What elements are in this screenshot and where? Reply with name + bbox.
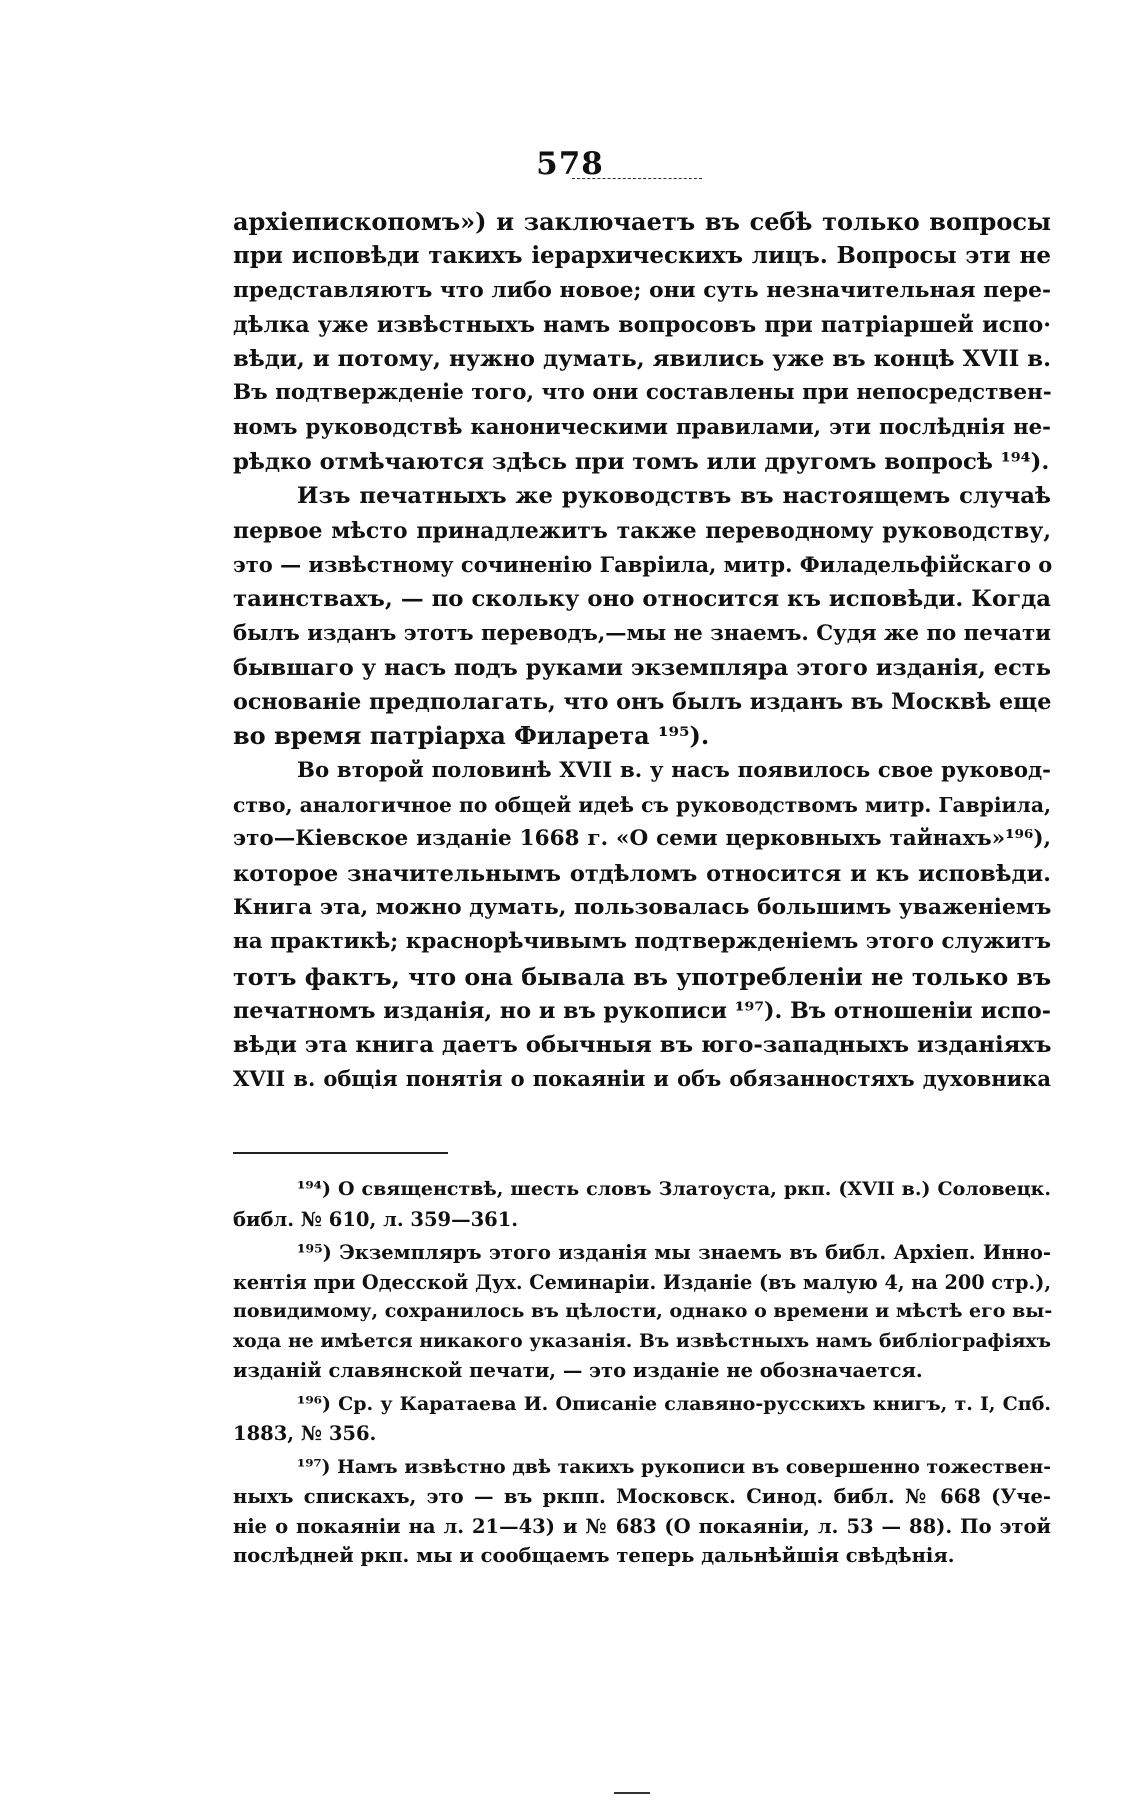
text-line: печатномъ изданія, но и въ рукописи ¹⁹⁷). Въ отношеніи испо-	[233, 997, 1051, 1024]
text-line: былъ изданъ этотъ переводъ,—мы не знаемъ. Судя же по печати	[233, 620, 1051, 646]
page-number: 578	[536, 146, 604, 182]
text-line: представляютъ что либо новое; они суть незначительная пере-	[233, 277, 1051, 303]
footnote-line: ¹⁹⁶) Ср. у Каратаева И. Описаніе славяно-русскихъ книгъ, т. I, Спб.	[297, 1392, 1051, 1415]
footnote-separator	[233, 1152, 448, 1154]
text-line: основаніе предполагать, что онъ былъ изданъ въ Москвѣ еще	[233, 689, 1052, 716]
text-line: на практикѣ; краснорѣчивымъ подтвержденіемъ этого служитъ	[233, 929, 1051, 955]
footnote-line: хода не имѣется никакого указанія. Въ извѣстныхъ намъ библіографіяхъ	[233, 1329, 1051, 1352]
footnote-194	[233, 1175, 1051, 1234]
text-line: Книга эта, можно думать, пользовалась большимъ уваженіемъ	[233, 894, 1052, 920]
footnote-197	[233, 1453, 1051, 1571]
footnote-line: послѣдней ркп. мы и сообщаемъ теперь дальнѣйшія свѣдѣнія.	[233, 1544, 955, 1567]
text-line: ство, аналогичное по общей идеѣ съ руководствомъ митр. Гавріила,	[233, 793, 1051, 818]
text-line: при исповѣди такихъ іерархическихъ лицъ. Вопросы эти не	[233, 242, 1051, 270]
text-line: Изъ печатныхъ же руководствъ въ настоящемъ случаѣ	[297, 483, 1051, 510]
text-line: архіепископомъ») и заключаетъ въ себѣ только вопросы	[233, 207, 1051, 236]
bottom-margin-mark	[614, 1792, 650, 1794]
paragraph-2	[233, 479, 1051, 753]
footnote-line: изданій славянской печати, — это изданіе не обозначается.	[233, 1359, 923, 1382]
footnote-196	[233, 1390, 1051, 1449]
text-line: таинствахъ, — по скольку оно относится къ исповѣди. Когда	[233, 586, 1051, 613]
text-line: XVII в. общія понятія о покаяніи и объ обязанностяхъ духовника	[233, 1066, 1051, 1092]
text-line: это—Кіевское изданіе 1668 г. «О семи церковныхъ тайнахъ»¹⁹⁶),	[233, 826, 1051, 852]
text-line: которое значительнымъ отдѣломъ относится и къ исповѣди.	[233, 860, 1051, 887]
page-number-rule	[572, 178, 702, 179]
footnote-line: 1883, № 356.	[233, 1422, 377, 1445]
footnote-195	[233, 1238, 1051, 1386]
footnote-line: ныхъ спискахъ, это — въ ркпп. Московск. Синод. библ. № 668 (Уче-	[233, 1485, 1051, 1508]
text-line: Во второй половинѣ XVII в. у насъ появилось свое руковод-	[297, 757, 1051, 783]
footnote-line: повидимому, сохранилось въ цѣлости, однако о времени и мѣстѣ его вы-	[233, 1300, 1053, 1322]
footnote-line: ¹⁹⁷) Намъ извѣстно двѣ такихъ рукописи въ совершенно тожествен-	[297, 1455, 1051, 1478]
text-line: бывшаго у насъ подъ руками экземпляра этого изданія, есть	[233, 654, 1051, 681]
text-line: вѣди эта книга даетъ обычныя въ юго-западныхъ изданіяхъ	[233, 1032, 1052, 1059]
footnote-line: ¹⁹⁴) О священствѣ, шесть словъ Златоуста, ркп. (XVII в.) Соловецк.	[297, 1178, 1051, 1200]
text-line: это — извѣстному сочиненію Гавріила, митр. Филадельфійскаго о	[233, 551, 1053, 577]
text-line: во время патріарха Филарета ¹⁹⁵).	[233, 721, 710, 751]
text-line: вѣди, и потому, нужно думать, явились уже въ концѣ XVII в.	[233, 346, 1051, 373]
footnote-line: библ. № 610, л. 359—361.	[233, 1207, 519, 1231]
footnote-line: ¹⁹⁵) Экземпляръ этого изданія мы знаемъ въ библ. Архіеп. Инно-	[297, 1241, 1051, 1264]
paragraph-3	[233, 754, 1051, 1097]
text-line: тотъ фактъ, что она бывала въ употребленіи не только въ	[233, 962, 1052, 991]
footnote-line: ніе о покаяніи на л. 21—43) и № 683 (О покаяніи, л. 53 — 88). По этой	[233, 1514, 1051, 1538]
paragraph-1	[233, 205, 1051, 479]
text-line: дѣлка уже извѣстныхъ намъ вопросовъ при патріаршей испо·	[233, 311, 1051, 338]
text-line: Въ подтвержденіе того, что они составлены при непосредствен-	[233, 380, 1052, 406]
footnotes	[233, 1175, 1051, 1575]
main-text	[233, 205, 1051, 1097]
text-line: номъ руководствѣ каноническими правилами, эти послѣднія не-	[233, 414, 1051, 440]
footnote-line: кентія при Одесской Дух. Семинаріи. Изданіе (въ малую 4, на 200 стр.),	[233, 1270, 1052, 1294]
text-line: первое мѣсто принадлежитъ также переводному руководству,	[233, 517, 1051, 544]
text-line: рѣдко отмѣчаются здѣсь при томъ или другомъ вопросѣ ¹⁹⁴).	[233, 449, 1050, 476]
